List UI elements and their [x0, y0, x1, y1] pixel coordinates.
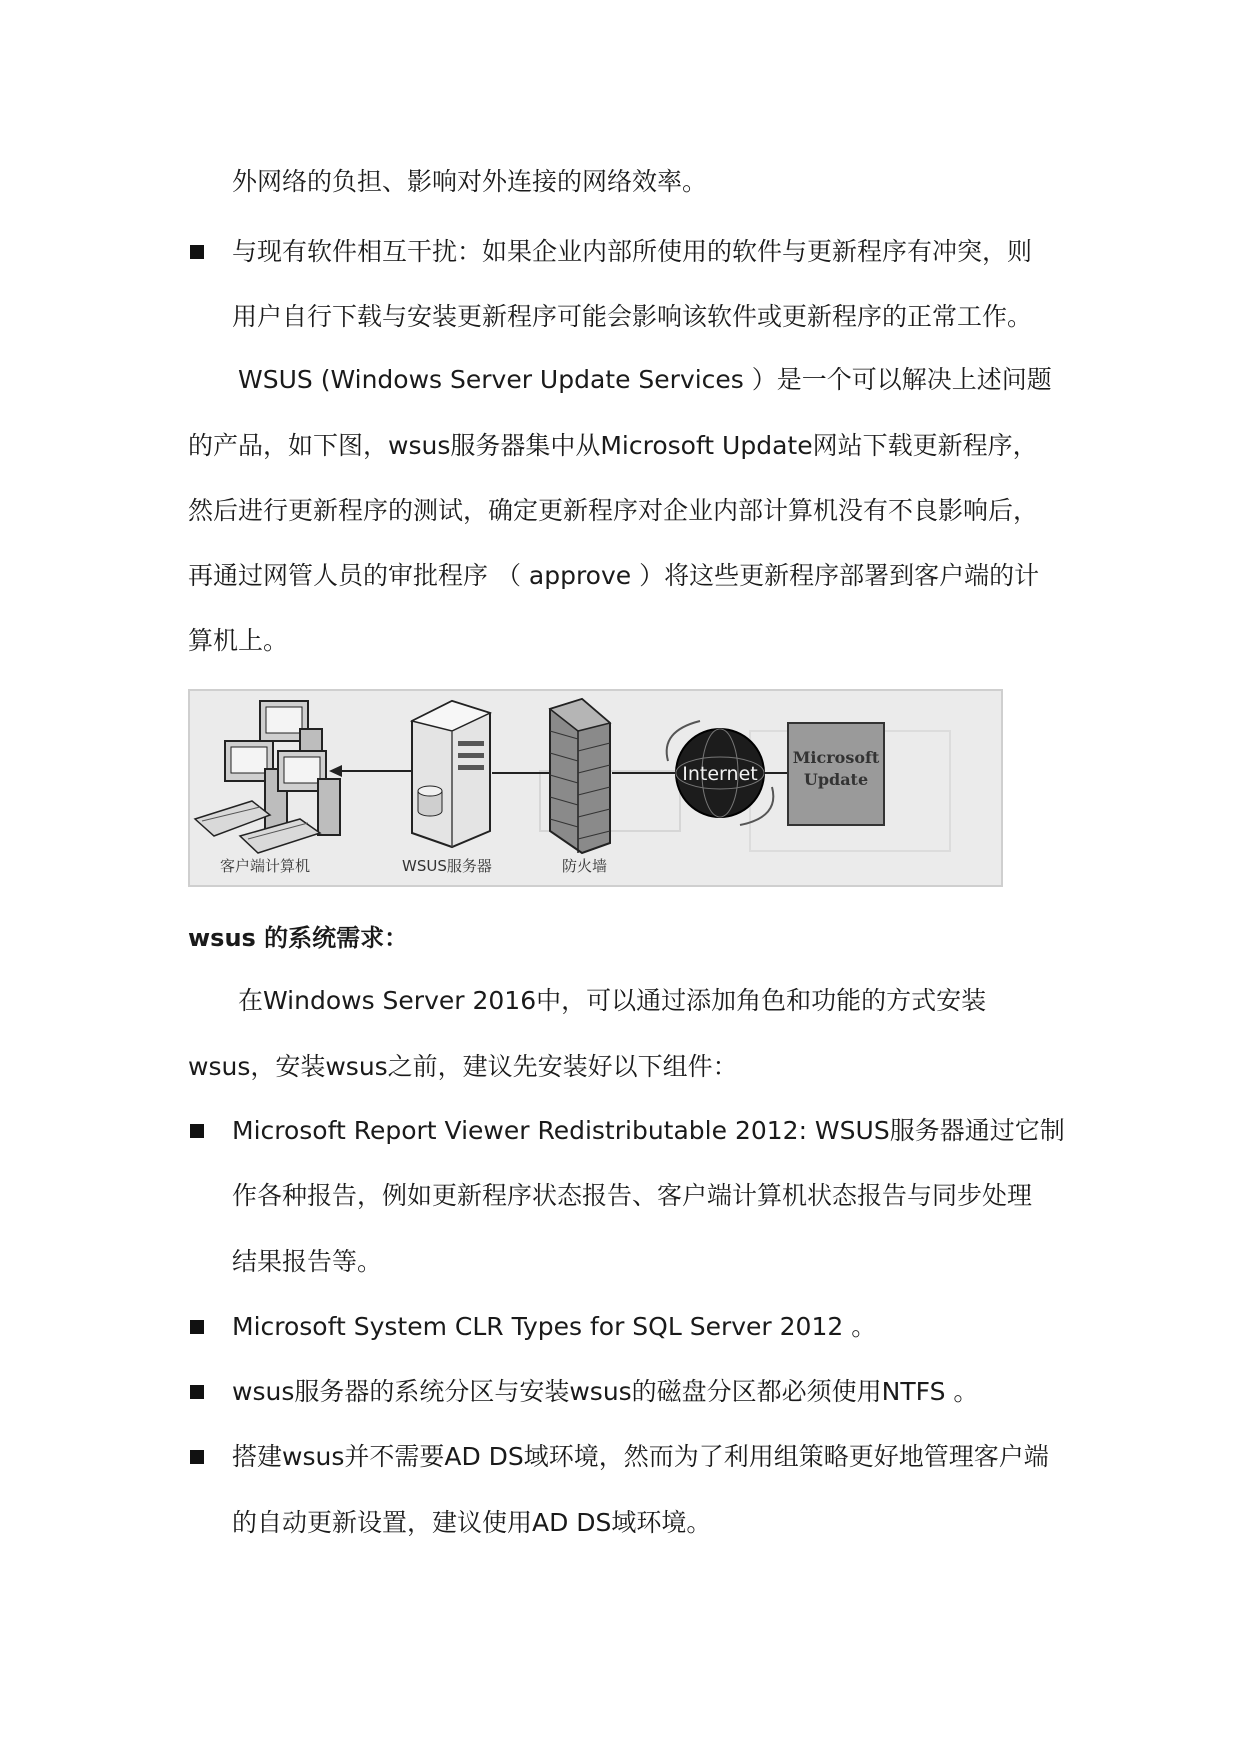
wsus-para-line3: 然后进行更新程序的测试，确定更新程序对企业内部计算机没有不良影响后，	[188, 496, 1039, 525]
bullet-square-icon	[190, 1450, 204, 1464]
bullet-square-icon	[190, 245, 204, 259]
req-item4-line2: 的自动更新设置，建议使用AD DS域环境。	[232, 1508, 712, 1537]
wsus-para-line1: WSUS (Windows Server Update Services ）是一个可以解决上述问题	[238, 365, 1052, 394]
client-label: 客户端计算机	[220, 857, 311, 875]
wsus-para-line2: 的产品，如下图，wsus服务器集中从Microsoft Update网站下载更新程序，	[188, 431, 1038, 460]
bullet-square-icon	[190, 1320, 204, 1334]
req-item1-line2: 作各种报告，例如更新程序状态报告、客户端计算机状态报告与同步处理	[232, 1181, 1033, 1210]
requirements-heading: wsus 的系统需求：	[188, 924, 409, 952]
ms-update-line1: Microsoft	[792, 748, 880, 767]
wsus-para-line4: 再通过网管人员的审批程序 （ approve ）将这些更新程序部署到客户端的计	[188, 561, 1040, 590]
internet-label: Internet	[682, 763, 758, 785]
intro-line: 外网络的负担、影响对外连接的网络效率。	[232, 167, 708, 196]
req-item1-line3: 结果报告等。	[232, 1247, 383, 1276]
microsoft-update-box	[788, 723, 884, 825]
wsus-para-line5: 算机上。	[188, 626, 289, 655]
bullet-conflict-line1: 与现有软件相互干扰：如果企业内部所使用的软件与更新程序有冲突，则	[232, 237, 1033, 266]
client-computers-icon	[195, 701, 340, 853]
arrow-to-clients	[329, 765, 412, 777]
firewall-label: 防火墙	[562, 857, 608, 875]
bullet-square-icon	[190, 1385, 204, 1399]
wsus-server-icon	[412, 701, 490, 847]
req-item3-line1: wsus服务器的系统分区与安装wsus的磁盘分区都必须使用NTFS 。	[232, 1377, 979, 1406]
firewall-icon	[550, 699, 610, 853]
server-label: WSUS服务器	[402, 857, 492, 875]
req-item4-line1: 搭建wsus并不需要AD DS域环境，然而为了利用组策略更好地管理客户端	[232, 1442, 1049, 1471]
bullet-conflict-line2: 用户自行下载与安装更新程序可能会影响该软件或更新程序的正常工作。	[232, 302, 1033, 331]
req-item2-line1: Microsoft System CLR Types for SQL Server 2012 。	[232, 1312, 877, 1341]
wsus-architecture-diagram	[188, 689, 1003, 887]
internet-globe-icon	[667, 721, 774, 825]
requirements-para-line1: 在Windows Server 2016中，可以通过添加角色和功能的方式安装	[238, 986, 987, 1015]
bullet-square-icon	[190, 1124, 204, 1138]
ms-update-line2: Update	[803, 770, 869, 789]
requirements-para-line2: wsus，安装wsus之前，建议先安装好以下组件：	[188, 1052, 738, 1081]
req-item1-line1: Microsoft Report Viewer Redistributable 2012: WSUS服务器通过它制	[232, 1116, 1065, 1145]
